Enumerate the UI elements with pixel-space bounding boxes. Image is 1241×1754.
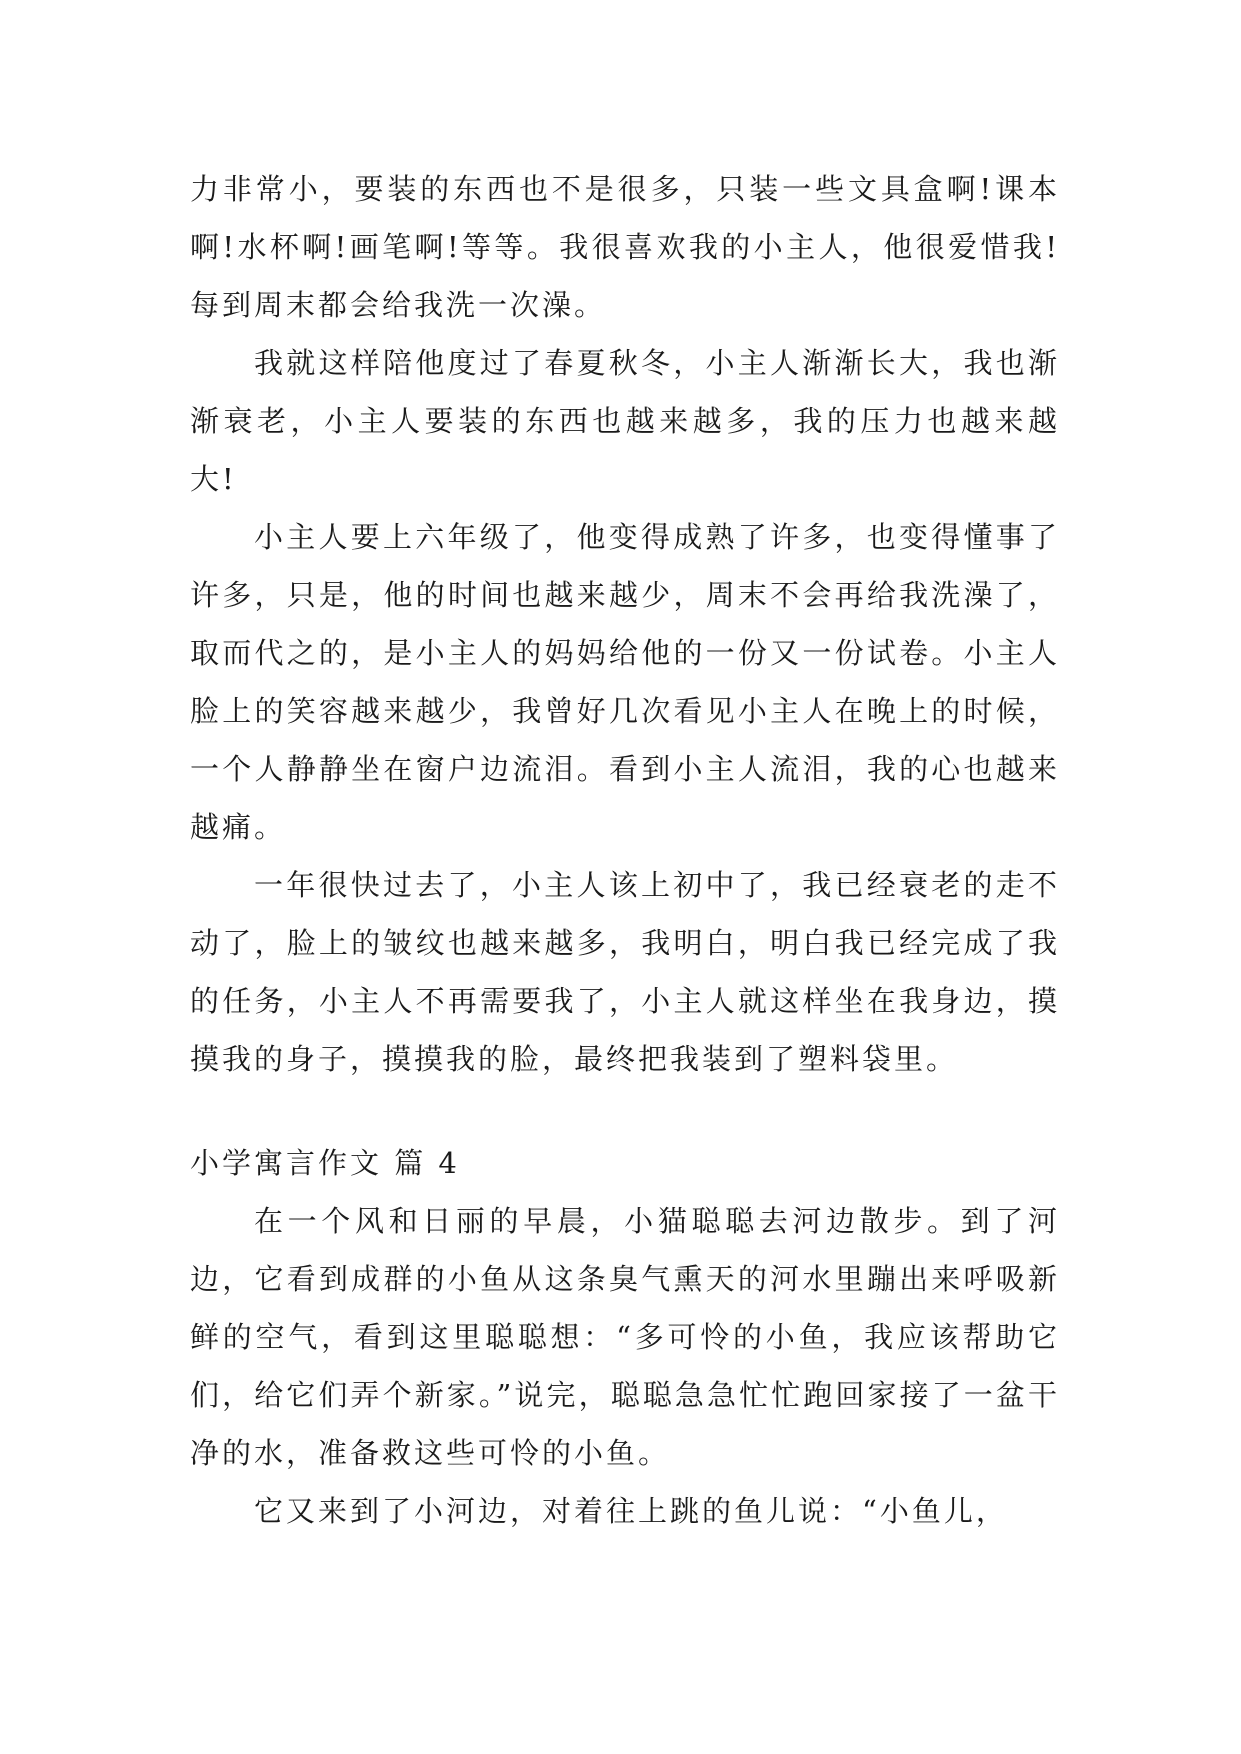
paragraph-continuation: 力非常小，要装的东西也不是很多，只装一些文具盒啊!课本啊!水杯啊!画笔啊!等等。我很喜欢我的小主人，他很爱惜我!每到周末都会给我洗一次澡。 [190,172,1060,322]
document-body [190,160,1060,1540]
paragraph: 在一个风和日丽的早晨，小猫聪聪去河边散步。到了河边，它看到成群的小鱼从这条臭气熏天的河水里蹦出来呼吸新鲜的空气，看到这里聪聪想：“多可怜的小鱼，我应该帮助它们，给它们弄个新家。”说完，聪聪急急忙忙跑回家接了一盆干净的水，准备救这些可怜的小鱼。 [190,1204,1060,1470]
paragraph: 小主人要上六年级了，他变得成熟了许多，也变得懂事了许多，只是，他的时间也越来越少，周末不会再给我洗澡了，取而代之的，是小主人的妈妈给他的一份又一份试卷。小主人脸上的笑容越来越少，我曾好几次看见小主人在晚上的时候，一个人静静坐在窗户边流泪。看到小主人流泪，我的心也越来越痛。 [190,520,1060,844]
paragraph: 我就这样陪他度过了春夏秋冬，小主人渐渐长大，我也渐渐衰老，小主人要装的东西也越来越多，我的压力也越来越大! [190,346,1060,496]
paragraph: 一年很快过去了，小主人该上初中了，我已经衰老的走不动了，脸上的皱纹也越来越多，我明白，明白我已经完成了我的任务，小主人不再需要我了，小主人就这样坐在我身边，摸摸我的身子，摸摸我的脸，最终把我装到了塑料袋里。 [190,868,1060,1076]
section-heading: 小学寓言作文 篇 4 [190,1146,460,1180]
paragraph: 它又来到了小河边，对着往上跳的鱼儿说：“小鱼儿， [254,1494,1008,1528]
